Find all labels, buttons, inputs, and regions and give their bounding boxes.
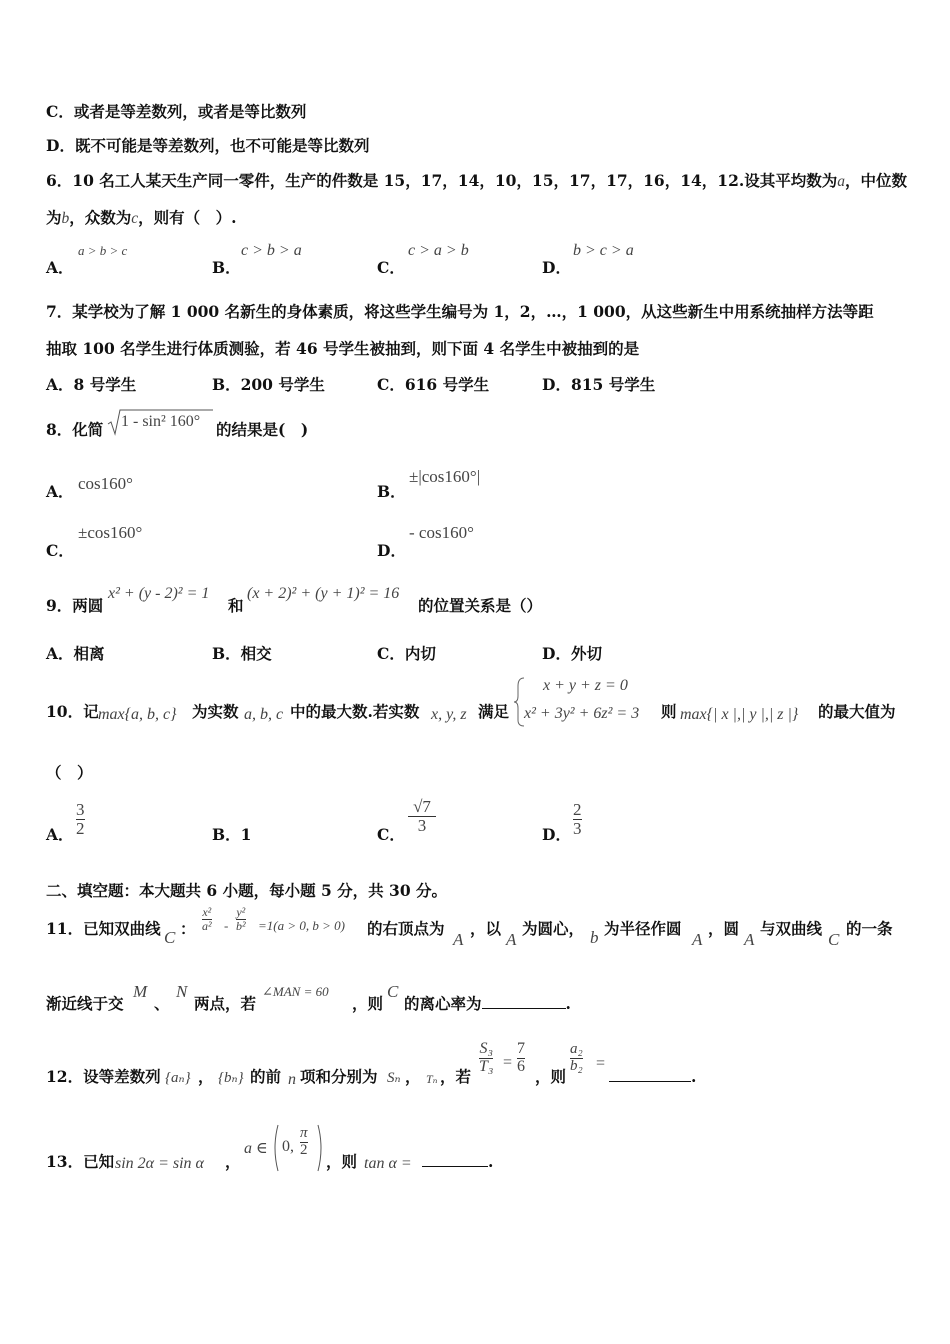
q6-option-c: C．: [377, 258, 405, 277]
q6-stem-line1: 6．10 名工人某天生产同一零件，生产的件数是 15，17，14，10，15，17，17，16，14，12.设其平均数为a，中位数: [46, 171, 908, 190]
q12-answer: .: [609, 1067, 696, 1087]
q11-var-n: N: [176, 982, 188, 1001]
q13-comma: ，: [225, 1152, 241, 1171]
q10-option-b: B．1: [212, 825, 252, 844]
q13-frac-pi: π 2: [300, 1125, 308, 1158]
q12-text2: 项和分别为: [300, 1067, 378, 1086]
q11-text6: 与双曲线: [760, 919, 823, 938]
q11-line2a: 渐近线于交: [46, 994, 124, 1013]
q10-text5: 的最大值为: [818, 702, 896, 721]
q6-stem-line2: 为b，众数为c，则有（ ）.: [46, 208, 237, 227]
interval-parens-icon: [272, 1123, 324, 1173]
q13-text1: ，则: [326, 1152, 358, 1171]
q8-option-d: D．: [377, 541, 406, 560]
q11-var-c2: C: [828, 930, 840, 949]
q7-stem-line1: 7．某学校为了解 1 000 名新生的身体素质，将这些学生编号为 1，2，…，1 000，从这些新生中用系统抽样方法等距: [46, 302, 874, 321]
q10-eq1: x + y + z = 0: [543, 677, 628, 694]
q12-seq-b: {bₙ}: [218, 1070, 244, 1086]
q6-option-a-expr: a > b > c: [78, 243, 128, 258]
q9-circle1: x² + (y - 2)² = 1: [108, 585, 210, 602]
q12-prefix: 12．设等差数列: [46, 1067, 161, 1086]
q11-var-c: C: [164, 928, 176, 947]
q10-option-a: A．: [46, 825, 74, 844]
q11-line2b: 两点，若: [194, 994, 257, 1013]
q9-circle2: (x + 2)² + (y + 1)² = 16: [247, 585, 400, 602]
q11-var-a3: A: [692, 930, 703, 949]
q10-option-c: C．: [377, 825, 405, 844]
q12-text4: ，则: [535, 1067, 567, 1086]
q7-stem-line2: 抽取 100 名学生进行体质测验，若 46 号学生被抽到，则下面 4 名学生中被抽到的是: [46, 339, 640, 358]
q10-paren: （ ）: [46, 763, 93, 782]
q10-text1: 为实数: [192, 702, 239, 721]
q8-suffix: 的结果是( ): [216, 420, 309, 439]
q12-equals: =: [503, 1054, 513, 1071]
q11-var-a4: A: [744, 930, 755, 949]
q9-option-a: A．相离: [46, 644, 105, 663]
q10-prefix: 10．记: [46, 702, 99, 721]
q12-seq-a: {aₙ}: [165, 1070, 191, 1086]
q10-max-abs: max{| x |,| y |,| z |}: [680, 706, 799, 723]
q13-answer-blank[interactable]: [422, 1152, 488, 1167]
q11-text5: ，圆: [708, 919, 740, 938]
q8-option-a: A．: [46, 482, 74, 501]
q9-option-b: B．相交: [212, 644, 272, 663]
q11-text2: ，以: [470, 919, 502, 938]
q10-option-d: D．: [542, 825, 571, 844]
q11-prefix: 11．已知双曲线: [46, 919, 161, 938]
q13-tan: tan α =: [364, 1155, 412, 1172]
q11-var-b: b: [590, 928, 599, 947]
q11-frac-x: x² a²: [202, 905, 212, 933]
q9-mid: 和: [228, 596, 244, 615]
q8-option-d-expr: - cos160°: [409, 523, 474, 542]
q11-var-a1: A: [453, 930, 464, 949]
q8-prefix: 8．化简: [46, 420, 104, 439]
q11-angle: ∠MAN = 60: [262, 984, 329, 999]
q12-equals2: =: [596, 1055, 606, 1072]
q13-answer: .: [422, 1152, 493, 1172]
q12-answer-blank[interactable]: [609, 1067, 691, 1082]
q11-minus: -: [224, 918, 229, 933]
q13-prefix: 13．已知: [46, 1152, 115, 1171]
q11-text4: 为半径作圆: [604, 919, 682, 938]
q8-option-a-expr: cos160°: [78, 474, 133, 493]
q13-zero: 0,: [282, 1138, 294, 1155]
q9-prefix: 9．两圆: [46, 596, 104, 615]
q5-option-c: C．或者是等差数列，或者是等比数列: [46, 102, 307, 121]
q6-option-d: D．: [542, 258, 571, 277]
q7-option-b: B．200 号学生: [212, 375, 325, 394]
q7-option-c: C．616 号学生: [377, 375, 490, 394]
q6-option-b-expr: c > b > a: [241, 242, 302, 259]
section-title-fill-in: 二、填空题：本大题共 6 小题，每小题 5 分，共 30 分。: [46, 881, 448, 900]
q13-alpha-in: a ∈: [244, 1140, 268, 1157]
q9-option-d: D．外切: [542, 644, 602, 663]
q11-condition: =1(a > 0, b > 0): [258, 918, 345, 933]
q6-option-c-expr: c > a > b: [408, 242, 469, 259]
q8-option-b-expr: ±|cos160°|: [409, 467, 481, 486]
q10-text2: 中的最大数.若实数: [290, 702, 420, 721]
q11-line2d: 的离心率为 .: [404, 994, 571, 1013]
q12-var-n: n: [288, 1071, 296, 1088]
q10-text4: 则: [661, 702, 677, 721]
q12-text1: 的前: [250, 1067, 282, 1086]
q11-var-a2: A: [506, 930, 517, 949]
q11-line2c: ，则: [352, 994, 384, 1013]
q8-radicand: 1 - sin² 160°: [121, 413, 201, 430]
q12-frac-ab: a₂ b₂: [570, 1041, 583, 1074]
q8-option-b: B．: [377, 482, 406, 501]
q11-text3: 为圆心，: [522, 919, 585, 938]
q11-text1: 的右顶点为: [367, 919, 445, 938]
q11-sep: 、: [154, 994, 170, 1013]
q12-text3: ，若: [440, 1067, 472, 1086]
q11-var-m: M: [133, 982, 148, 1001]
q8-option-c: C．: [46, 541, 74, 560]
q12-comma1: ，: [198, 1067, 214, 1086]
q9-option-c: C．内切: [377, 644, 436, 663]
q11-frac-y: y² b²: [236, 905, 246, 933]
q7-option-d: D．815 号学生: [542, 375, 656, 394]
q12-frac-76: 7 6: [517, 1040, 525, 1075]
q10-option-c-frac: √7 3: [408, 798, 436, 835]
q12-comma2: ，: [405, 1067, 421, 1086]
q9-suffix: 的位置关系是（）: [418, 596, 543, 615]
q11-var-c3: C: [387, 982, 399, 1001]
q6-option-b: B．: [212, 258, 241, 277]
q10-option-a-frac: 3 2: [76, 800, 85, 838]
q10-max-expr: max{a, b, c}: [98, 706, 177, 723]
q12-frac-st: S₃ T₃: [479, 1040, 494, 1075]
q10-eq2: x² + 3y² + 6z² = 3: [524, 705, 640, 722]
q11-colon: ：: [180, 919, 196, 938]
q11-text7: 的一条: [846, 919, 893, 938]
q10-abc: a, b, c: [244, 706, 284, 723]
q10-xyz: x, y, z: [431, 706, 467, 723]
q8-option-c-expr: ±cos160°: [78, 523, 143, 542]
q6-option-a: A．: [46, 258, 74, 277]
q6-option-d-expr: b > c > a: [573, 242, 634, 259]
q5-option-d: D．既不可能是等差数列，也不可能是等比数列: [46, 136, 370, 155]
q12-var-sn: Sₙ: [387, 1070, 401, 1086]
q12-var-tn: Tₙ: [426, 1072, 438, 1086]
q13-equation: sin 2α = sin α: [115, 1155, 204, 1172]
q6-var-a: a: [837, 173, 845, 190]
q7-option-a: A．8 号学生: [46, 375, 137, 394]
q11-answer-blank[interactable]: [482, 994, 566, 1009]
q10-text3: 满足: [478, 702, 510, 721]
q10-option-d-frac: 2 3: [573, 800, 582, 838]
